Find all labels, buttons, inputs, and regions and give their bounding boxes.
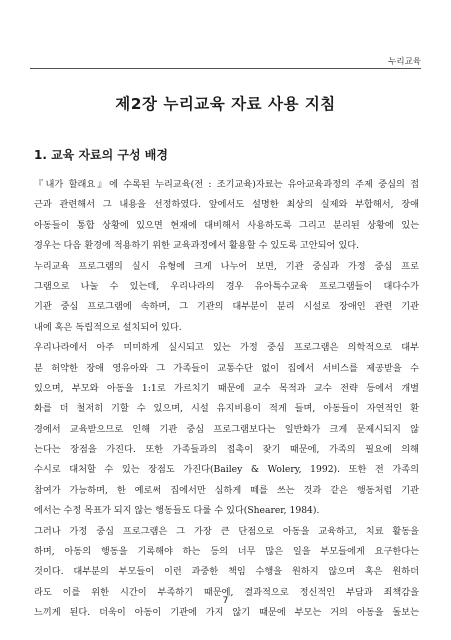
text-line: 는다는 장점을 가진다. 또한 가족들과의 접촉이 잦기 때문에, 가족의 필요에 의해 (34, 444, 419, 456)
text-line: 있으며, 부모와 아동을 1:1로 가르치기 때문에 교수 목적과 교수 전략 등에서 개별 (34, 382, 419, 394)
text-line: 것이다. 대부분의 부모들이 이런 과중한 책임 수행을 원하지 않으며 혹은 원하더 (34, 566, 419, 578)
text-line: 에서는 수정 목표가 되지 않는 행동들도 다룰 수 있다(Shearer, 1984). (34, 505, 320, 517)
text-line: 『내가 할래요』에 수록된 누리교육(전 : 조기교육)자료는 유아교육과정의 주제 중심의 접 (34, 179, 419, 190)
text-line: 라도 이를 위한 시간이 부족하기 때문에, 결과적으로 정신적인 부담과 죄책감을 (34, 586, 419, 598)
body-text (34, 175, 419, 624)
text-line: 그러나 가정 중심 프로그램은 그 가장 큰 단점으로 아동을 교육하고, 치료 활동을 (34, 525, 419, 537)
chapter-title: 제2장 누리교육 자료 사용 지침 (115, 95, 336, 113)
text-line: 수시로 대처할 수 있는 장점도 가진다(Bailey & Wolery, 1992). 또한 전 가족의 (34, 464, 419, 476)
text-line: 경우는 다음 환경에 적용하기 위한 교육과정에서 활용할 수 있도록 고안되어 있다. (34, 240, 360, 252)
text-line: 기관 중심 프로그램에 속하며, 그 기관의 대부분이 분리 시설로 장애인 관련 기관 (34, 301, 419, 313)
text-line: 우리나라에서 아주 미미하게 실시되고 있는 가정 중심 프로그램은 의학적으로 대부 (34, 342, 419, 354)
running-header: 누리교육 (388, 57, 421, 67)
text-line: 화를 더 철저히 기할 수 있으며, 시설 유지비용이 적게 들며, 아동들이 자연적인 환 (34, 403, 419, 415)
text-line: 근과 관련해서 그 내용을 선정하였다. 앞에서도 설명한 최상의 실제와 부합해서, 장애 (34, 199, 419, 211)
text-line: 누리교육 프로그램의 실시 유형에 크게 나누어 보면, 기관 중심과 가정 중심 프로 (34, 260, 419, 272)
text-line: 아동들이 통합 상황에 있으면 현재에 대비해서 사용하도록 그리고 분리된 상황에 있는 (34, 219, 419, 231)
header-divider (30, 68, 421, 69)
section-heading: 1. 교육 자료의 구성 배경 (34, 148, 168, 162)
text-line: 느끼게 된다. 더욱이 아동이 기관에 가지 않기 때문에 부모는 거의 아동을 돌보는 (34, 607, 419, 619)
text-line: 하며, 아동의 행동을 기록해야 하는 등의 너무 많은 일을 부모들에게 요구한다는 (34, 546, 419, 558)
text-line: 경에서 교육받으므로 인해 기관 중심 프로그램보다는 일반화가 크게 문제시되지 않 (34, 423, 419, 435)
text-line: 그램으로 나눌 수 있는데, 우리나라의 경우 유아특수교육 프로그램들이 대다수가 (34, 280, 419, 292)
text-line: 내에 혹은 독립적으로 설치되어 있다. (34, 321, 182, 333)
page-number: 7 (222, 596, 229, 606)
text-line: 참여가 가능하며, 한 예로써 집에서만 심하게 떼를 쓰는 것과 같은 행동처럼 기관 (34, 484, 419, 496)
text-line: 분 허약한 장애 영유아와 그 가족들이 교통수단 없이 집에서 서비스를 제공받을 수 (34, 362, 419, 374)
